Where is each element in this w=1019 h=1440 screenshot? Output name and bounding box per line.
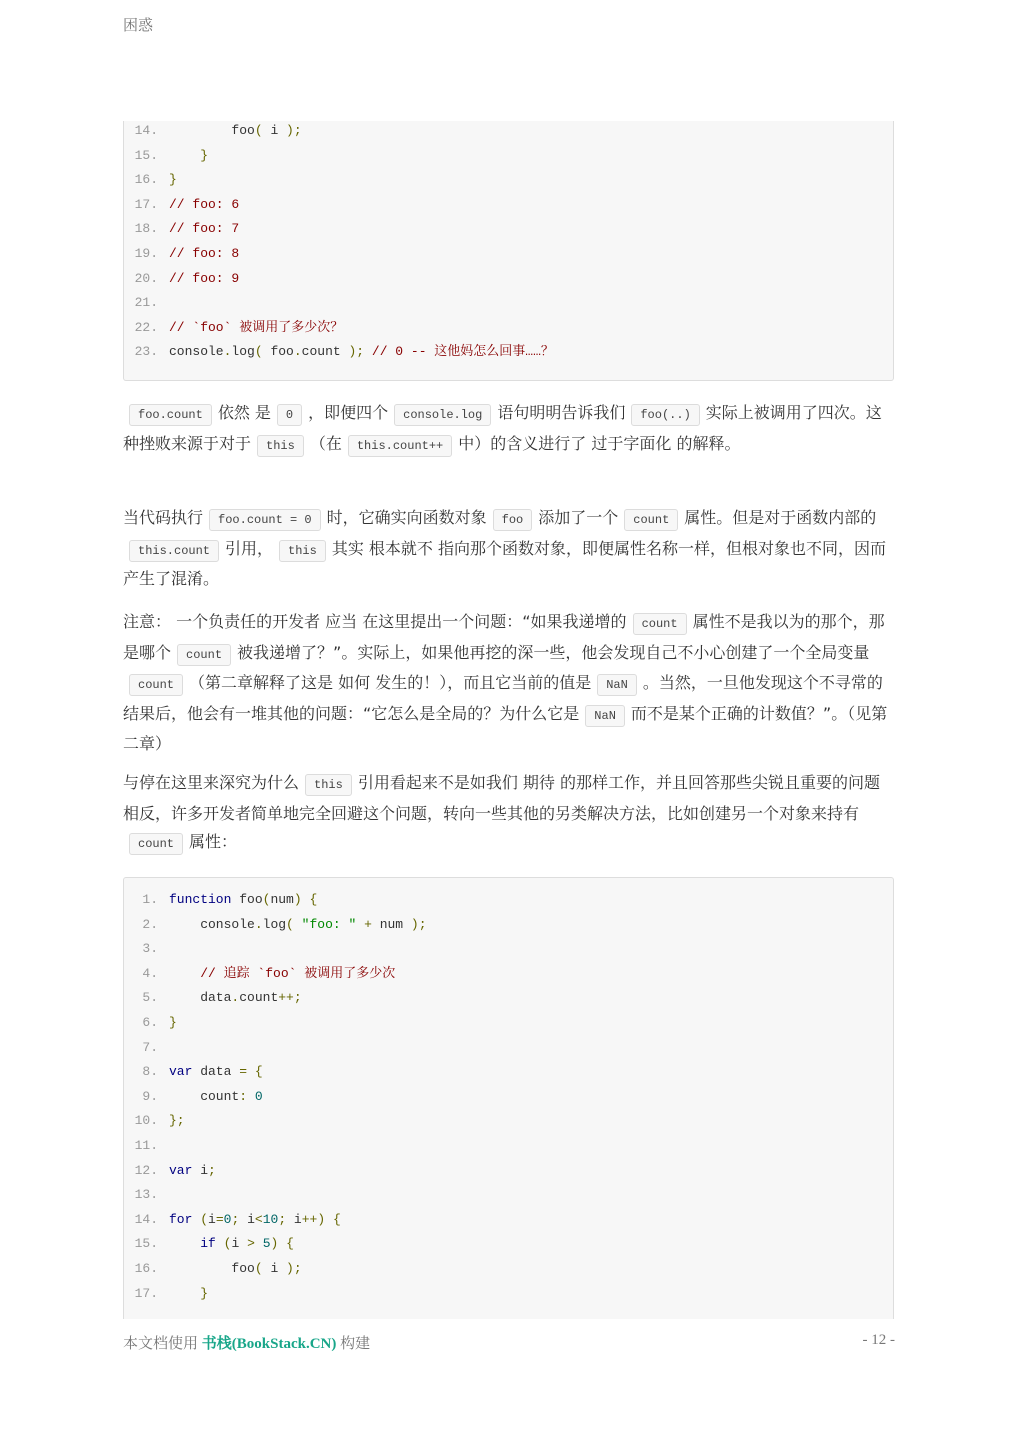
code-line [124, 168, 893, 193]
code-line [124, 888, 893, 913]
paragraph-text: 依然 是 [217, 403, 271, 422]
line-number: 19. [134, 245, 158, 261]
code-token: for [169, 1211, 193, 1227]
paragraph [123, 608, 895, 759]
line-number: 11. [134, 1137, 158, 1153]
code-token: i [208, 1211, 216, 1227]
code-line [124, 1282, 893, 1307]
code-line [124, 121, 893, 144]
inline-code: count [624, 509, 678, 531]
code-line [124, 242, 893, 267]
line-number: 8. [142, 1064, 158, 1080]
code-token [169, 966, 200, 981]
code-token: function [169, 892, 232, 907]
page-number: - 12 - [862, 1332, 895, 1348]
code-line [124, 217, 893, 242]
code-token: if [200, 1236, 216, 1252]
code-token: ; [278, 1211, 287, 1227]
code-token [325, 1212, 333, 1227]
paragraph-text: （在 [309, 433, 342, 453]
line-number: 14. [134, 123, 158, 138]
code-token: // foo: 7 [169, 221, 240, 237]
inline-code: foo [493, 509, 533, 531]
line-number: 17. [134, 1285, 158, 1301]
paragraph-text: 引用， [225, 538, 274, 558]
code-token: 0 [254, 1088, 263, 1104]
code-text [169, 242, 239, 267]
code-text [169, 1282, 208, 1307]
code-line [124, 316, 893, 341]
code-token: i [286, 1211, 302, 1227]
code-token: // foo: 9 [169, 270, 240, 286]
code-line [124, 986, 893, 1011]
line-number: 16. [134, 172, 158, 188]
line-number: 20. [134, 270, 158, 286]
paragraph [123, 399, 895, 460]
inline-code: foo.count [129, 404, 212, 426]
code-lines [124, 888, 893, 1306]
code-token: i [231, 1236, 248, 1252]
inline-code: this [279, 540, 326, 562]
code-token: count [301, 344, 349, 360]
code-line [124, 267, 893, 292]
inline-code: this.count [129, 540, 219, 562]
code-text [169, 888, 317, 913]
code-token: 10 [262, 1211, 279, 1227]
paragraph-text: 中）的含义进行了 过于字面化 的解释。 [458, 433, 741, 453]
code-block [123, 877, 894, 1319]
code-text [169, 1060, 263, 1085]
code-token: "foo: " [301, 916, 357, 932]
code-token: ) [293, 892, 302, 907]
inline-code: console.log [394, 404, 491, 426]
code-line [124, 1134, 893, 1159]
code-text [169, 316, 343, 341]
paragraph-text: 注意： 一个负责任的开发者 应当 在这里提出一个问题：“如果我递增的 [123, 612, 627, 631]
paragraph-text: 当代码执行 [123, 508, 204, 527]
line-number: 12. [134, 1162, 158, 1178]
paragraph-text: 语句明明告诉我们 [497, 403, 626, 422]
code-token: num [270, 892, 294, 907]
code-token: ); [286, 123, 302, 138]
code-token: : [239, 1088, 248, 1104]
code-text [169, 267, 239, 292]
code-line [124, 1183, 893, 1208]
code-line [124, 1208, 893, 1233]
paragraph-text: 与停在这里来深究为什么 [123, 773, 300, 792]
code-token: ; [208, 1162, 216, 1178]
code-text [169, 1011, 177, 1036]
inline-code: 0 [277, 404, 302, 426]
code-token: data [169, 990, 232, 1006]
code-token [169, 1236, 200, 1251]
code-line [124, 937, 893, 962]
code-token: ( [254, 1260, 263, 1276]
paragraph-text: （第二章解释了这是 如何 发生的！），而且它当前的值是 [189, 673, 592, 692]
code-token [216, 1236, 224, 1251]
code-token: data [192, 1064, 240, 1080]
code-text [169, 1257, 302, 1282]
code-token [278, 1236, 286, 1251]
code-token: = [239, 1064, 248, 1080]
code-token [169, 1286, 200, 1301]
code-line [124, 1232, 893, 1257]
code-token: }; [169, 1113, 185, 1129]
paragraph-text: 。当然，一旦他发现这个不寻常的结果后，他会有一堆其他的问题：“它怎么是全局的？为什么它是 [123, 673, 883, 723]
code-text [169, 144, 208, 169]
code-token: . [223, 344, 232, 360]
code-line [124, 1060, 893, 1085]
code-token [169, 148, 200, 163]
code-text [169, 913, 427, 938]
code-text [169, 217, 239, 242]
inline-code: count [129, 833, 183, 855]
code-token: i [239, 1211, 255, 1227]
code-token: ( [286, 916, 294, 932]
paragraph-text: 属性不是我以为的那个，那是哪个 [123, 612, 885, 662]
inline-code: foo.count = 0 [209, 509, 321, 531]
code-text [169, 986, 302, 1011]
inline-code: this.count++ [348, 435, 452, 457]
code-token: { [254, 1064, 263, 1080]
code-token [294, 917, 302, 932]
code-token [356, 917, 364, 932]
code-text [169, 1159, 216, 1184]
code-token: } [200, 147, 209, 163]
code-token: ( [223, 1236, 232, 1252]
inline-code: this [305, 774, 352, 796]
code-token: num [371, 916, 411, 932]
line-number: 17. [134, 196, 158, 212]
code-line [124, 340, 893, 365]
code-token: log [262, 916, 287, 932]
inline-code: NaN [597, 674, 637, 696]
paragraph-text: 属性： [189, 832, 238, 851]
code-text [169, 1208, 341, 1233]
paragraph-text: 被我递增了？”。实际上，如果他再挖的深一些，他会发现自己不小心创建了一个全局变量 [237, 642, 870, 662]
code-block [123, 121, 894, 381]
code-token: . [231, 990, 240, 1006]
line-number: 23. [134, 344, 158, 360]
page-header-title: 困惑 [123, 16, 154, 34]
line-number: 10. [134, 1113, 158, 1129]
code-token: ( [262, 892, 271, 907]
code-text [169, 168, 177, 193]
code-token: ( [254, 344, 263, 360]
paragraph-text: 而不是某个正确的计数值？”。（见第二章） [123, 703, 888, 753]
code-text [169, 193, 239, 218]
line-number: 21. [134, 295, 158, 311]
line-number: 7. [142, 1039, 158, 1055]
code-token: i [192, 1162, 209, 1178]
paragraph-text: 时，它确实向函数对象 [326, 508, 487, 527]
line-number: 15. [134, 1236, 158, 1252]
paragraph-text: 引用看起来不是如我们 期待 的那样工作，并且回答那些尖锐且重要的问题相反，许多开发者简单地完全回避这个问题，转向一些其他的另类解决方法，比如创建另一个对象来持有 [123, 773, 881, 823]
code-token: ; [231, 1211, 240, 1227]
inline-code: this [257, 435, 304, 457]
code-text [169, 1232, 294, 1257]
code-token: { [286, 1236, 294, 1252]
line-number: 6. [142, 1014, 158, 1030]
code-token: > [247, 1236, 255, 1252]
inline-code: count [129, 674, 183, 696]
inline-code: count [177, 644, 231, 666]
code-token: ); [348, 344, 365, 360]
line-number: 18. [134, 221, 158, 237]
code-token: foo [262, 344, 294, 360]
code-line [124, 1109, 893, 1134]
code-token: // foo: 6 [169, 196, 240, 212]
code-token: = [215, 1211, 224, 1227]
code-token: ++) [301, 1211, 326, 1227]
paragraph-text: 添加了一个 [538, 508, 619, 527]
code-token: // 0 -- 这他妈怎么回事……？ [364, 344, 554, 360]
bookstack-link[interactable]: 书栈(BookStack.CN) [201, 1336, 337, 1352]
code-line [124, 291, 893, 316]
code-token: ) [270, 1236, 279, 1252]
code-token: var [169, 1064, 193, 1080]
code-text [169, 1085, 263, 1110]
code-token: foo [169, 123, 255, 138]
line-number: 3. [142, 941, 158, 957]
code-text [169, 1109, 185, 1134]
line-number: 4. [142, 965, 158, 981]
code-token: . [293, 344, 302, 360]
code-token [247, 1089, 255, 1104]
code-token [247, 1064, 255, 1079]
code-line [124, 193, 893, 218]
code-token: count [239, 990, 279, 1006]
inline-code: count [633, 613, 687, 635]
code-token: console [169, 344, 224, 360]
code-token: < [254, 1211, 263, 1227]
code-token: 0 [223, 1211, 232, 1227]
code-token: . [254, 916, 263, 932]
code-token: i [262, 1260, 287, 1276]
code-text [169, 340, 554, 365]
line-number: 13. [134, 1187, 158, 1203]
code-token: } [169, 1014, 177, 1030]
code-line [124, 1011, 893, 1036]
code-text [169, 962, 395, 987]
line-number: 1. [142, 892, 158, 907]
code-token: } [169, 172, 177, 188]
code-token: var [169, 1162, 193, 1178]
code-token: + [364, 916, 372, 932]
code-token [255, 1236, 263, 1251]
paragraph-text: 其实 根本就不 指向那个函数对象，即便属性名称一样，但根对象也不同，因而产生了混淆。 [123, 538, 887, 588]
paragraph-text: ，即便四个 [308, 403, 389, 422]
footer-prefix: 本文档使用 [123, 1336, 199, 1352]
code-token: // `foo` 被调用了多少次？ [169, 319, 344, 335]
footer-credit [123, 1332, 370, 1353]
line-number: 5. [142, 990, 158, 1006]
line-number: 16. [134, 1260, 158, 1276]
code-line [124, 913, 893, 938]
code-token: count [169, 1088, 240, 1104]
footer-suffix: 构建 [340, 1336, 371, 1352]
code-token: ( [200, 1211, 209, 1227]
line-number: 15. [134, 147, 158, 163]
code-token: ++; [278, 990, 302, 1006]
code-token: } [200, 1285, 209, 1301]
code-lines [124, 121, 893, 365]
code-token: 5 [262, 1236, 271, 1252]
code-line [124, 144, 893, 169]
line-number: 22. [134, 319, 158, 335]
code-line [124, 1036, 893, 1061]
code-token: // foo: 8 [169, 245, 240, 261]
line-number: 2. [142, 916, 158, 932]
code-token: ); [410, 916, 427, 932]
code-line [124, 1085, 893, 1110]
code-token: foo [231, 892, 263, 907]
inline-code: foo(..) [631, 404, 699, 426]
line-number: 14. [134, 1211, 158, 1227]
code-token: log [231, 344, 255, 360]
code-token: i [262, 123, 287, 138]
code-line [124, 962, 893, 987]
code-token: ); [286, 1260, 302, 1276]
code-token: console [169, 916, 255, 932]
paragraph [123, 769, 895, 859]
code-token: { [309, 892, 318, 907]
line-number: 9. [142, 1088, 158, 1104]
code-line [124, 1159, 893, 1184]
paragraph-text: 实际上被调用了四次。这种挫败来源于对于 [123, 403, 882, 453]
code-token: { [332, 1211, 341, 1227]
code-token: // 追踪 `foo` 被调用了多少次 [200, 965, 396, 981]
code-text [169, 121, 302, 144]
inline-code: NaN [585, 705, 625, 727]
code-token: ( [254, 123, 263, 138]
code-token: foo [169, 1260, 255, 1276]
code-line [124, 1257, 893, 1282]
paragraph-text: 属性。但是对于函数内部的 [684, 508, 877, 527]
paragraph [123, 504, 895, 594]
